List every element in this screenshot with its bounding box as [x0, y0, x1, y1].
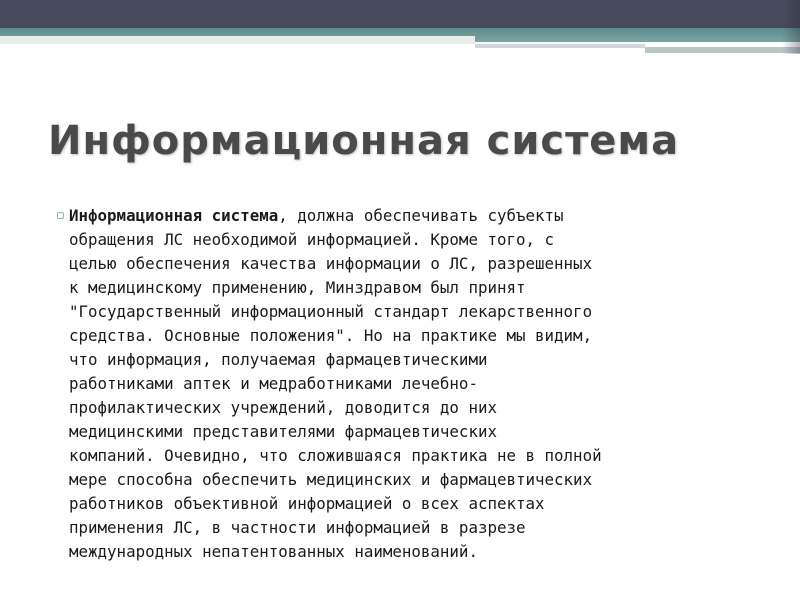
bullet-square-icon: ▫: [56, 208, 65, 223]
header-band-mid-line: [475, 44, 645, 48]
slide-title: Информационная система: [48, 118, 680, 164]
paragraph-lead-bold: Информационная система: [69, 206, 279, 225]
header-band-right-line: [645, 47, 800, 53]
paragraph-text: , должна обеспечивать субъекты обращения ЛС необходимой информацией. Кроме того, с целью обеспечения качества информации о ЛС, разрешенных к медицинскому применению, Минздравом был принят "Государственный информационный стандарт лекарственного средства. Основные положения". Но на практике мы видим, что информация, получаемая фармацевтическими работниками аптек и медработниками лечебно- профилактических учреждений, доводится до них медицинскими представителями фармацевтических компаний. Очевидно, что сложившаяся практика не в полной мере способна обеспечить медицинских и фармацевтических работников объективной информацией о всех аспектах применения ЛС, в частности информацией в разрезе международных непатентованных наименований.: [69, 206, 602, 561]
header-band-dark: [0, 0, 800, 28]
body-paragraph: [69, 204, 759, 564]
header-band-light: [0, 36, 475, 44]
header-edge-shadow: [782, 0, 800, 54]
